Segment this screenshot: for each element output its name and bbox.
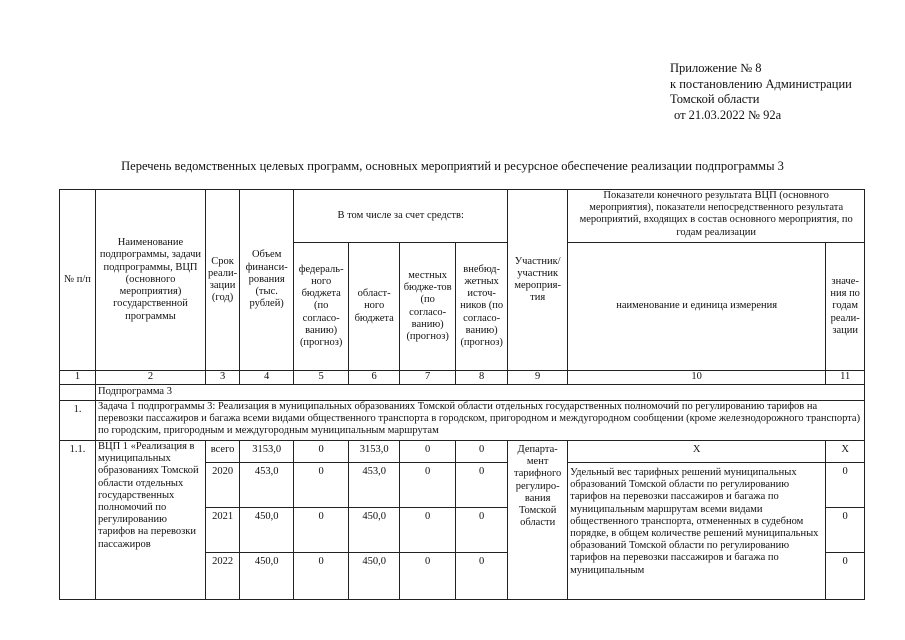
appendix-line: от 21.03.2022 № 92а — [674, 107, 782, 122]
header-local: местных бюдже-тов (по согласо-ванию) (прогноз) — [400, 243, 456, 371]
vcp-regional: 3153,0 — [349, 441, 400, 463]
vcp-federal: 0 — [294, 441, 349, 463]
vcp-federal: 0 — [294, 463, 349, 508]
subprogram-heading: Подпрограмма 3 — [96, 385, 865, 401]
appendix-line: Приложение № 8 — [670, 61, 762, 75]
header-extra: внебюд-жетных источ-ников (по согласо-ванию) (прогноз) — [456, 243, 508, 371]
column-number: 5 — [294, 371, 349, 385]
vcp-local: 0 — [400, 441, 456, 463]
header-participant: Участник/ участник мероприя-тия — [508, 190, 568, 371]
header-indicators: Показатели конечного результата ВЦП (основного мероприятия), показатели непосредственного результата мероприятий, входящих в состав основного мероприятия, по годам реализации — [568, 190, 865, 243]
vcp-local: 0 — [400, 508, 456, 553]
vcp-regional: 450,0 — [349, 508, 400, 553]
vcp-extra: 0 — [456, 441, 508, 463]
vcp-term: 2021 — [206, 508, 240, 553]
vcp-regional: 453,0 — [349, 463, 400, 508]
indicator-value: 0 — [826, 553, 865, 600]
vcp-local: 0 — [400, 553, 456, 600]
vcp-volume: 453,0 — [240, 463, 294, 508]
header-indicator-name: наименование и единица измерения — [568, 243, 826, 371]
vcp-local: 0 — [400, 463, 456, 508]
header-num: № п/п — [60, 190, 96, 371]
vcp-federal: 0 — [294, 508, 349, 553]
vcp-participant: Департа-мент тарифного регулиро-вания Томской области — [508, 441, 568, 600]
vcp-volume: 3153,0 — [240, 441, 294, 463]
header-term: Срок реали-зации (год) — [206, 190, 240, 371]
column-number: 8 — [456, 371, 508, 385]
header-regional: област-ного бюджета — [349, 243, 400, 371]
vcp-volume: 450,0 — [240, 508, 294, 553]
indicator-value: 0 — [826, 463, 865, 508]
appendix-line: Томской области — [670, 92, 760, 106]
column-number: 9 — [508, 371, 568, 385]
indicator-x-value: Х — [826, 441, 865, 463]
indicator-value: 0 — [826, 508, 865, 553]
vcp-name: ВЦП 1 «Реализация в муниципальных образованиях Томской области отдельных государственных полномочий по регулированию тарифов на перевозки пассажиров — [96, 441, 206, 600]
column-number: 7 — [400, 371, 456, 385]
column-number: 11 — [826, 371, 865, 385]
column-number: 2 — [96, 371, 206, 385]
column-number: 10 — [568, 371, 826, 385]
column-number: 1 — [60, 371, 96, 385]
column-number: 3 — [206, 371, 240, 385]
vcp-extra: 0 — [456, 553, 508, 600]
header-federal: федераль-ного бюджета (по согласо-ванию) (прогноз) — [294, 243, 349, 371]
vcp-federal: 0 — [294, 553, 349, 600]
vcp-regional: 450,0 — [349, 553, 400, 600]
header-name: Наименование подпрограммы, задачи подпрограммы, ВЦП (основного мероприятия) государственной программы — [96, 190, 206, 371]
program-table — [59, 189, 865, 600]
vcp-extra: 0 — [456, 463, 508, 508]
task-number: 1. — [60, 401, 96, 441]
column-number: 4 — [240, 371, 294, 385]
vcp-extra: 0 — [456, 508, 508, 553]
column-number: 6 — [349, 371, 400, 385]
document-title: Перечень ведомственных целевых программ, основных мероприятий и ресурсное обеспечение реализации подпрограммы 3 — [121, 159, 784, 173]
vcp-volume: 450,0 — [240, 553, 294, 600]
appendix-line: к постановлению Администрации — [670, 76, 852, 91]
header-volume: Объем финанси-рования (тыс. рублей) — [240, 190, 294, 371]
indicator-x-name: Х — [568, 441, 826, 463]
header-indicator-value: значе-ния по годам реали-зации — [826, 243, 865, 371]
vcp-term: всего — [206, 441, 240, 463]
task-text: Задача 1 подпрограммы 3: Реализация в муниципальных образованиях Томской области отдельных государственных полномочий по регулированию тарифов на перевозки пассажиров и багажа всеми видами общественного транспорта в городском, пригородном и междугородном сообщении (кроме железнодорожного транспорта) по городским, пригородным и междугородным муниципальным маршрутам — [96, 401, 865, 441]
vcp-number: 1.1. — [60, 441, 96, 600]
vcp-term: 2022 — [206, 553, 240, 600]
header-including: В том числе за счет средств: — [294, 190, 508, 243]
vcp-term: 2020 — [206, 463, 240, 508]
indicator-name: Удельный вес тарифных решений муниципальных образований Томской области по регулированию тарифов на перевозки пассажиров и багажа по муниципальным маршрутам всеми видами общественного транспорта, отмененных в судебном порядке, в общем количестве решений муниципальных образований Томской области по регулированию тарифов на перевозки пассажиров и багажа по муниципальным — [568, 463, 826, 600]
appendix-block — [670, 61, 852, 123]
